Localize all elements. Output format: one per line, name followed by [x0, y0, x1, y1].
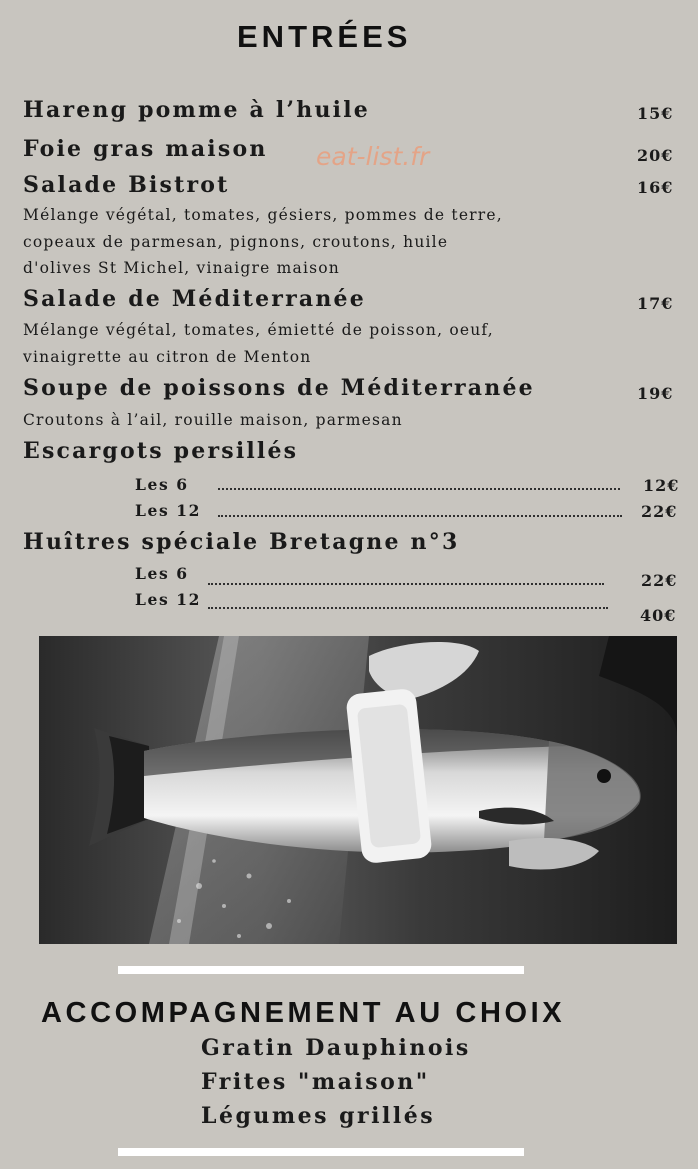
- dish-price: 19€: [637, 384, 674, 403]
- dot-leader: [218, 515, 622, 517]
- portion-price: 22€: [641, 502, 678, 521]
- portion-price: 12€: [643, 476, 680, 495]
- side-item: Frites "maison": [201, 1069, 430, 1095]
- portion-label: Les 12: [135, 590, 202, 609]
- dish-description: vinaigrette au citron de Menton: [23, 348, 312, 366]
- portion-label: Les 6: [135, 564, 189, 583]
- section-title: ENTRÉES: [237, 19, 412, 54]
- dot-leader: [208, 607, 608, 609]
- dish-price: 16€: [637, 178, 674, 197]
- side-item: Gratin Dauphinois: [201, 1035, 471, 1061]
- portion-label: Les 12: [135, 501, 202, 520]
- side-item: Légumes grillés: [201, 1103, 436, 1129]
- dot-leader: [208, 583, 604, 585]
- dish-name: Escargots persillés: [23, 438, 299, 464]
- dish-description: copeaux de parmesan, pignons, croutons, huile: [23, 233, 449, 251]
- dish-name: Salade Bistrot: [23, 172, 230, 198]
- dish-price: 15€: [637, 104, 674, 123]
- watermark-text: eat-list.fr: [316, 142, 430, 171]
- portion-price: 40€: [640, 606, 677, 625]
- dish-description: d'olives St Michel, vinaigre maison: [23, 259, 340, 277]
- dish-name: Soupe de poissons de Méditerranée: [23, 375, 535, 401]
- dish-name: Huîtres spéciale Bretagne n°3: [23, 529, 460, 555]
- sides-title: ACCOMPAGNEMENT AU CHOIX: [41, 997, 566, 1029]
- dish-description: Croutons à l’ail, rouille maison, parmesan: [23, 411, 403, 429]
- portion-label: Les 6: [135, 475, 189, 494]
- divider-bar: [118, 966, 524, 974]
- dish-price: 17€: [637, 294, 674, 313]
- portion-price: 22€: [641, 571, 678, 590]
- dish-description: Mélange végétal, tomates, émietté de poisson, oeuf,: [23, 321, 494, 339]
- dot-leader: [218, 488, 620, 490]
- divider-bar: [118, 1148, 524, 1156]
- dish-description: Mélange végétal, tomates, gésiers, pommes de terre,: [23, 206, 503, 224]
- dish-price: 20€: [637, 146, 674, 165]
- dish-name: Hareng pomme à l’huile: [23, 97, 370, 123]
- dish-name: Foie gras maison: [23, 136, 268, 162]
- dish-name: Salade de Méditerranée: [23, 286, 366, 312]
- fish-photo: [39, 636, 677, 944]
